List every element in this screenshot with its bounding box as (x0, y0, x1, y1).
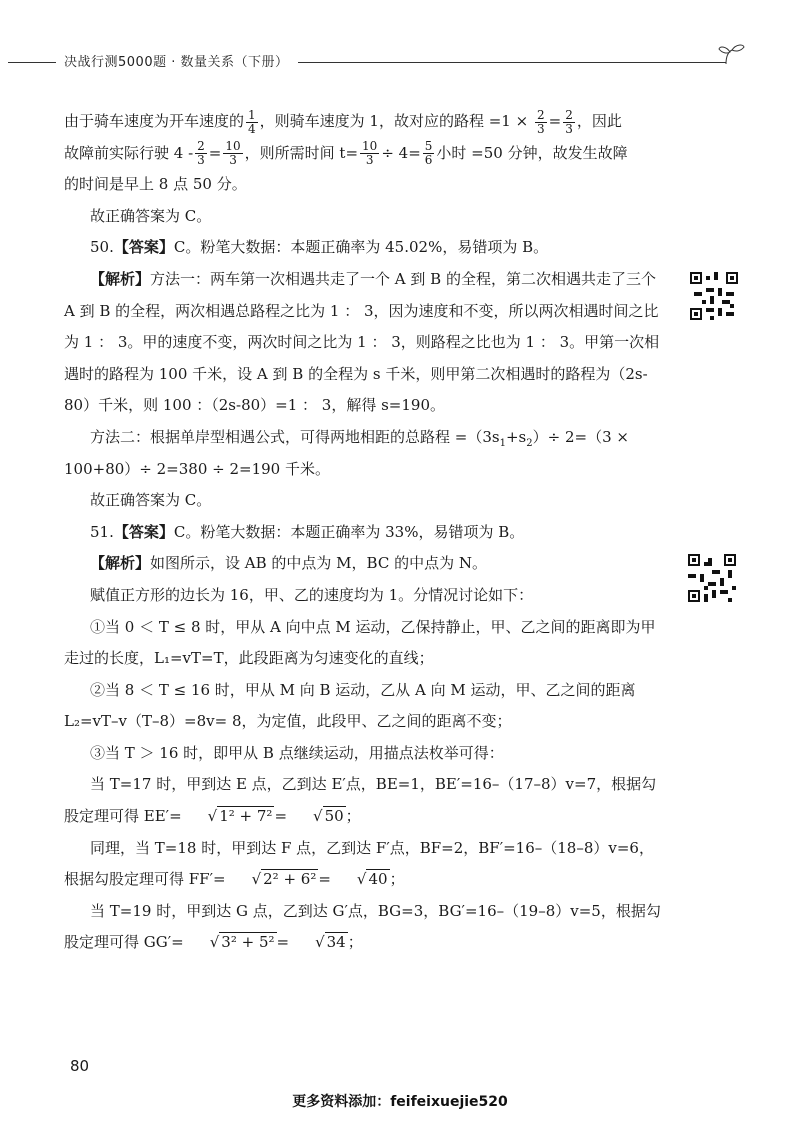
book-title: 决战行测5000题 · 数量关系（下册） (64, 55, 289, 70)
case-t17: 当 T=17 时，甲到达 E 点，乙到达 E′点，BE=1，BE′=16–（17–8）v=7，根据勾股定理可得 EE′= √ 1² + 7² = √ 50 ； (64, 769, 664, 832)
header-rule-right (298, 62, 726, 63)
qr-code-icon[interactable] (690, 272, 738, 320)
square-root: √ 3² + 5² (209, 933, 275, 952)
header-rule-left (8, 62, 56, 63)
case-t18: 同理，当 T=18 时，甲到达 F 点，乙到达 F′点，BF=2，BF′=16–（18–8）v=6，根据勾股定理可得 FF′= √ 2² + 6² = √ 40 ； (64, 833, 664, 896)
square-root: √ 2² + 6² (251, 870, 317, 889)
page-number: 80 (70, 1057, 90, 1075)
q50-answer: 50.【答案】C。粉笔大数据：本题正确率为 45.02%，易错项为 B。 (90, 238, 549, 257)
square-root: √ 40 (356, 870, 388, 889)
text-line: 的时间是早上 8 点 50 分。 (64, 175, 247, 194)
case-1: ①当 0 ＜ T ≤ 8 时，甲从 A 向中点 M 运动，乙保持静止，甲、乙之间的距离即为甲走过的长度，L₁=vT=T，此段距离为匀速变化的直线； (64, 617, 656, 668)
case-3: ③当 T ＞ 16 时，即甲从 B 点继续运动，用描点法枚举可得： (90, 743, 504, 762)
qr-code-icon[interactable] (688, 554, 736, 602)
fraction: $\frac{2}{3}$ (197, 139, 205, 168)
fraction: $\frac{5}{6}$ (424, 139, 433, 168)
text-line: 由于骑车速度为开车速度的 $\frac{1}{4}$ ，则骑车速度为 1，故对应的路程 =1 × $\frac{2}{3}$ = $\frac{2}{3}$ ，因此 (64, 107, 622, 136)
q51-analysis: 【解析】如图所示，设 AB 的中点为 M，BC 的中点为 N。 (90, 554, 487, 573)
fraction: $\frac{2}{3}$ (565, 107, 573, 136)
text-line: 赋值正方形的边长为 16，甲、乙的速度均为 1。分情况讨论如下： (90, 585, 534, 604)
square-root: √ 1² + 7² (207, 807, 273, 826)
answer-line: 故正确答案为 C。 (90, 206, 212, 225)
page-content (64, 106, 664, 959)
q50-method-2: 方法二：根据单岸型相遇公式，可得两地相距的总路程 $=(3s_1+s_2)\div 2=(3 \times 100+80)\div 2=380 \div 2=190$ 千米。 (64, 427, 629, 478)
answer-line: 故正确答案为 C。 (90, 491, 212, 510)
sprout-icon (716, 42, 746, 66)
fraction: $\frac{10}{3}$ (225, 139, 241, 168)
q51-answer: 51.【答案】C。粉笔大数据：本题正确率为 33%，易错项为 B。 (90, 522, 525, 541)
case-2: ②当 8 ＜ T ≤ 16 时，甲从 M 向 B 运动，乙从 A 向 M 运动，甲、乙之间的距离 L₂=vT–v（T–8）=8v= 8，为定值，此段甲、乙之间的距离不变； (64, 680, 636, 731)
text-line: 故障前实际行驶 4 - $\frac{2}{3}$ = $\frac{10}{3}$ ，则所需时间 t= $\frac{10}{3}$ ÷ 4= $\frac{5}{6}$ 小时 =50 分钟，故发生故障 (64, 139, 628, 168)
footer-note: 更多资料添加：feifeixuejie520 (292, 1094, 508, 1110)
fraction: $\frac{10}{3}$ (362, 139, 378, 168)
fraction: $\frac{1}{4}$ (248, 107, 256, 136)
square-root: √ 50 (313, 807, 344, 826)
q50-analysis: 【解析】方法一：两车第一次相遇共走了一个 A 到 B 的全程，第二次相遇共走了三个 A 到 B 的全程，两次相遇总路程之比为 1 ： 3，因为速度和不变，所以两次相遇时间之比为 1 ： 3。甲的速度不变，两次时间之比为 1 ： 3，则路程之比也为 1 ： 3。甲第一次相遇时的路程为 100 千米，设 A 到 B 的全程为 s 千米，则甲第二次相遇时的路程为（2s-80）千米，则 100 ：（2s-80）=1 ： 3，解得 s=190。 (64, 269, 660, 415)
case-t19: 当 T=19 时，甲到达 G 点，乙到达 G′点，BG=3，BG′=16–（19–8）v=5，根据勾股定理可得 GG′= √ 3² + 5² = √ 34 ； (64, 896, 664, 959)
fraction: $\frac{2}{3}$ (536, 107, 545, 136)
square-root: √ 34 (315, 933, 346, 952)
page-header (0, 48, 800, 78)
